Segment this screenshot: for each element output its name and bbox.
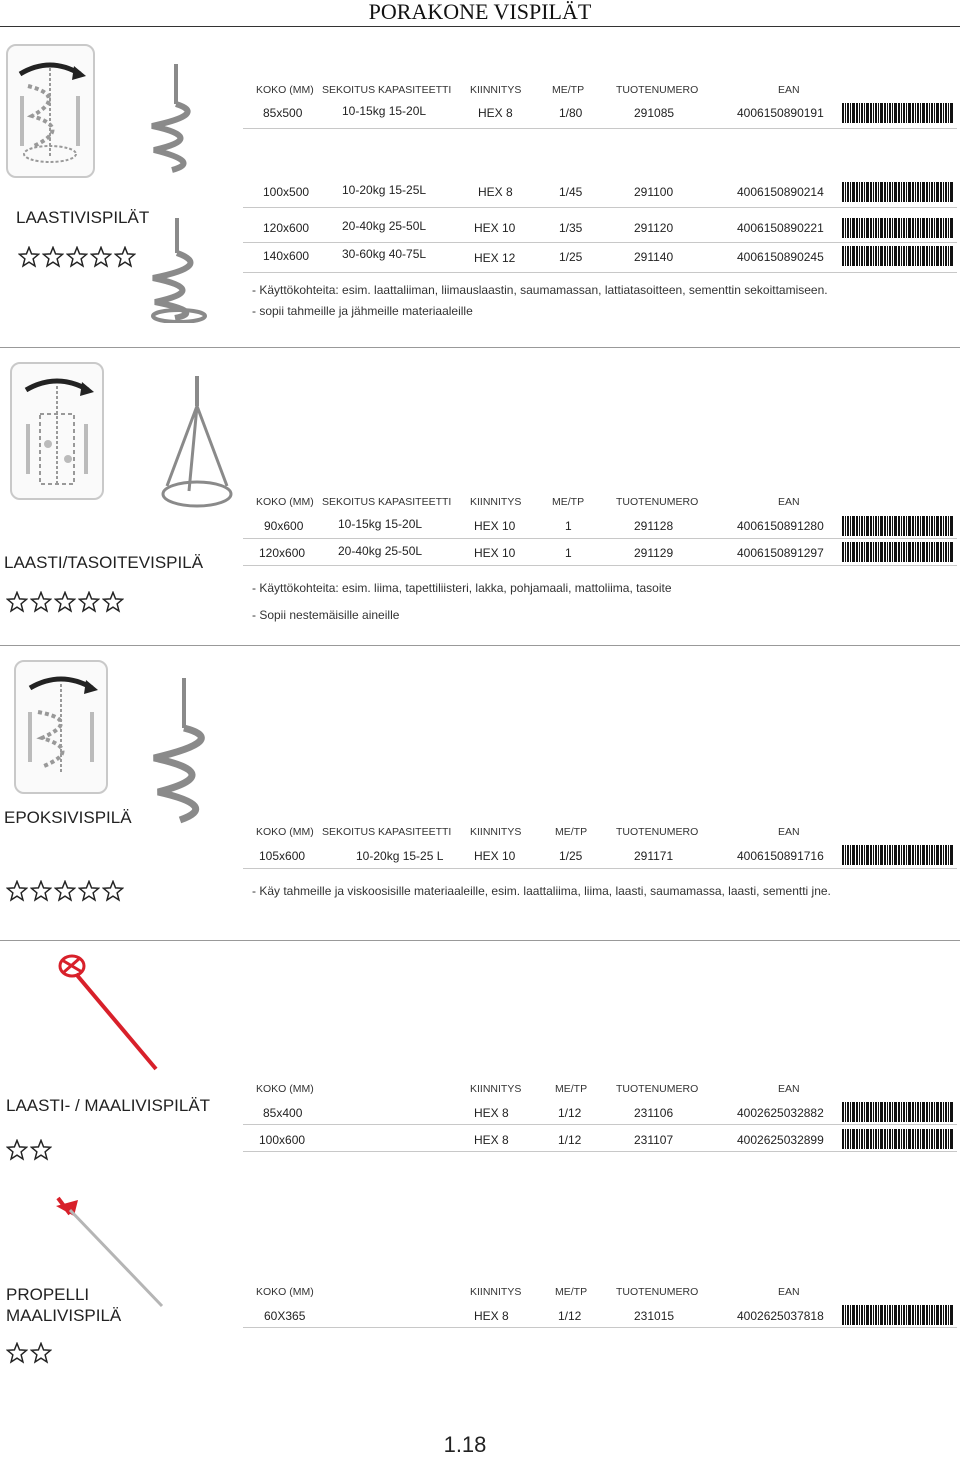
row-divider — [243, 1327, 957, 1328]
cell-tuotenumero: 231107 — [634, 1133, 674, 1147]
star-outline-icon — [78, 591, 100, 613]
col-header-koko: KOKO (MM) — [256, 84, 314, 96]
mixing-motion-icon — [6, 44, 95, 178]
star-outline-icon — [78, 880, 100, 902]
star-outline-icon — [6, 1139, 28, 1161]
barcode-icon — [842, 1102, 954, 1122]
row-divider — [243, 128, 957, 129]
star-outline-icon — [114, 246, 136, 268]
cell-me-tp: 1 — [565, 519, 572, 533]
col-header-me-tp: ME/TP — [552, 84, 585, 96]
cell-ean: 4006150890221 — [737, 221, 824, 235]
cell-koko: 85x500 — [263, 106, 303, 120]
cell-koko: 140x600 — [263, 249, 310, 263]
col-header-sekoitus: SEKOITUS KAPASITEETTI — [322, 84, 452, 96]
cell-tuotenumero: 291129 — [634, 546, 674, 560]
cell-koko: 120x600 — [259, 546, 306, 560]
col-header-koko: KOKO (MM) — [256, 826, 314, 838]
cell-me-tp: 1/35 — [559, 221, 583, 235]
cell-koko: 90x600 — [264, 519, 304, 533]
cell-ean: 4006150890191 — [737, 106, 824, 120]
col-header-koko: KOKO (MM) — [256, 1286, 314, 1298]
star-outline-icon — [30, 880, 52, 902]
cell-sekoitus: 30-60kg 40-75L — [342, 247, 427, 261]
col-header-tuotenumero: TUOTENUMERO — [616, 496, 699, 508]
star-outline-icon — [6, 1342, 28, 1364]
cell-tuotenumero: 291085 — [634, 106, 675, 120]
barcode-icon — [842, 182, 954, 202]
cell-tuotenumero: 291100 — [634, 185, 674, 199]
star-outline-icon — [42, 246, 64, 268]
barcode-icon — [842, 1305, 954, 1325]
star-outline-icon — [66, 246, 88, 268]
cell-koko: 100x500 — [263, 185, 310, 199]
cell-tuotenumero: 291120 — [634, 221, 674, 235]
usage-note: - Käy tahmeille ja viskoosisille materiaaleille, esim. laattaliima, liima, laasti, saumamassa, laasti, sementti jne. — [252, 884, 831, 898]
col-header-kiinnitys: KIINNITYS — [470, 84, 522, 96]
cell-koko: 120x600 — [263, 221, 310, 235]
row-divider — [243, 1124, 957, 1125]
cell-me-tp: 1 — [565, 546, 572, 560]
section-divider — [0, 940, 960, 941]
mixer-image-red-paint — [46, 944, 174, 1074]
cell-me-tp: 1/45 — [559, 185, 583, 199]
cell-ean: 4002625037818 — [737, 1309, 824, 1323]
cell-koko: 60X365 — [264, 1309, 306, 1323]
row-divider — [243, 272, 957, 273]
cell-kiinnitys: HEX 8 — [478, 185, 513, 199]
cell-ean: 4006150891716 — [737, 849, 824, 863]
col-header-koko: KOKO (MM) — [256, 1083, 314, 1095]
barcode-icon — [842, 246, 954, 266]
cell-sekoitus: 10-20kg 15-25L — [342, 183, 427, 197]
barcode-icon — [842, 845, 954, 865]
cell-me-tp: 1/25 — [559, 849, 583, 863]
section-title: LAASTI/TASOITEVISPILÄ — [4, 553, 204, 572]
cell-sekoitus: 10-15kg 15-20L — [342, 104, 427, 118]
star-outline-icon — [54, 591, 76, 613]
star-outline-icon — [30, 1342, 52, 1364]
cell-ean: 4002625032882 — [737, 1106, 824, 1120]
row-divider — [243, 242, 957, 243]
cell-me-tp: 1/12 — [558, 1133, 582, 1147]
cell-tuotenumero: 291140 — [634, 250, 674, 264]
section-divider — [0, 347, 960, 348]
cell-koko: 85x400 — [263, 1106, 303, 1120]
cell-koko: 105x600 — [259, 849, 306, 863]
rating-stars — [6, 1342, 52, 1364]
cell-tuotenumero: 291128 — [634, 519, 674, 533]
col-header-kiinnitys: KIINNITYS — [470, 1286, 522, 1298]
rating-stars — [6, 1139, 52, 1161]
col-header-sekoitus: SEKOITUS KAPASITEETTI — [322, 496, 452, 508]
col-header-kiinnitys: KIINNITYS — [470, 496, 522, 508]
col-header-me-tp: ME/TP — [555, 1083, 588, 1095]
rating-stars — [18, 246, 136, 268]
mixer-image-spiral-small — [142, 64, 212, 174]
rating-stars — [6, 880, 124, 902]
col-header-me-tp: ME/TP — [552, 496, 585, 508]
col-header-ean: EAN — [778, 496, 800, 508]
col-header-me-tp: ME/TP — [555, 826, 588, 838]
barcode-icon — [842, 542, 954, 562]
cell-me-tp: 1/80 — [559, 106, 583, 120]
barcode-icon — [842, 218, 954, 238]
section-title: LAASTIVISPILÄT — [16, 208, 150, 227]
barcode-icon — [842, 103, 954, 123]
cell-kiinnitys: HEX 8 — [478, 106, 513, 120]
star-outline-icon — [6, 591, 28, 613]
star-outline-icon — [18, 246, 40, 268]
star-outline-icon — [30, 591, 52, 613]
usage-note: - Sopii nestemäisille aineille — [252, 608, 400, 622]
cell-ean: 4006150890245 — [737, 250, 824, 264]
section-divider — [0, 645, 960, 646]
cell-sekoitus: 20-40kg 25-50L — [342, 219, 427, 233]
mixer-image-spiral-large — [145, 218, 215, 323]
mixer-image-spiral-epoxy — [140, 678, 236, 828]
cell-kiinnitys: HEX 8 — [474, 1309, 509, 1323]
mixer-image-cage — [137, 376, 249, 526]
row-divider — [243, 565, 957, 566]
col-header-kiinnitys: KIINNITYS — [470, 1083, 522, 1095]
cell-ean: 4006150890214 — [737, 185, 824, 199]
page-number: 1.18 — [443, 1432, 487, 1457]
cell-kiinnitys: HEX 10 — [474, 221, 516, 235]
cell-kiinnitys: HEX 8 — [474, 1133, 509, 1147]
cell-tuotenumero: 231015 — [634, 1309, 675, 1323]
page-title: PORAKONE VISPILÄT — [368, 0, 592, 24]
cell-ean: 4002625032899 — [737, 1133, 824, 1147]
star-outline-icon — [102, 591, 124, 613]
title-rule — [0, 26, 960, 27]
col-header-ean: EAN — [778, 84, 800, 96]
star-outline-icon — [6, 880, 28, 902]
cell-ean: 4006150891297 — [737, 546, 824, 560]
cell-tuotenumero: 231106 — [634, 1106, 674, 1120]
cell-kiinnitys: HEX 10 — [474, 849, 516, 863]
cell-kiinnitys: HEX 8 — [474, 1106, 509, 1120]
row-divider — [243, 868, 957, 869]
cell-koko: 100x600 — [259, 1133, 306, 1147]
mixing-motion-icon — [10, 362, 104, 500]
cell-me-tp: 1/12 — [558, 1309, 582, 1323]
cell-ean: 4006150891280 — [737, 519, 824, 533]
section-title-line2: MAALIVISPILÄ — [6, 1306, 122, 1325]
col-header-ean: EAN — [778, 826, 800, 838]
section-title-line1: PROPELLI — [6, 1285, 90, 1304]
cell-sekoitus: 10-20kg 15-25 L — [356, 849, 444, 863]
star-outline-icon — [90, 246, 112, 268]
cell-tuotenumero: 291171 — [634, 849, 674, 863]
mixing-motion-icon — [14, 660, 108, 794]
col-header-kiinnitys: KIINNITYS — [470, 826, 522, 838]
col-header-sekoitus: SEKOITUS KAPASITEETTI — [322, 826, 452, 838]
section-title: EPOKSIVISPILÄ — [4, 808, 132, 827]
cell-kiinnitys: HEX 10 — [474, 519, 516, 533]
col-header-tuotenumero: TUOTENUMERO — [616, 84, 699, 96]
cell-me-tp: 1/25 — [559, 250, 583, 264]
col-header-tuotenumero: TUOTENUMERO — [616, 1286, 699, 1298]
cell-sekoitus: 10-15kg 15-20L — [338, 517, 423, 531]
col-header-ean: EAN — [778, 1286, 800, 1298]
col-header-tuotenumero: TUOTENUMERO — [616, 826, 699, 838]
star-outline-icon — [54, 880, 76, 902]
col-header-koko: KOKO (MM) — [256, 496, 314, 508]
barcode-icon — [842, 1129, 954, 1149]
col-header-me-tp: ME/TP — [555, 1286, 588, 1298]
cell-me-tp: 1/12 — [558, 1106, 582, 1120]
usage-note: - Käyttökohteita: esim. laattaliiman, liimauslaastin, saumamassan, lattiatasoitteen, sementtin sekoittamiseen. — [252, 283, 828, 297]
barcode-icon — [842, 516, 954, 536]
star-outline-icon — [102, 880, 124, 902]
cell-kiinnitys: HEX 12 — [474, 251, 516, 265]
usage-note: - Käyttökohteita: esim. liima, tapettiliisteri, lakka, pohjamaali, mattoliima, tasoite — [252, 581, 672, 595]
usage-note: - sopii tahmeille ja jähmeille materiaaleille — [252, 304, 473, 318]
col-header-ean: EAN — [778, 1083, 800, 1095]
row-divider — [243, 207, 957, 208]
cell-sekoitus: 20-40kg 25-50L — [338, 544, 423, 558]
star-outline-icon — [30, 1139, 52, 1161]
row-divider — [243, 538, 957, 539]
row-divider — [243, 1151, 957, 1152]
section-title: LAASTI- / MAALIVISPILÄT — [6, 1096, 211, 1115]
cell-kiinnitys: HEX 10 — [474, 546, 516, 560]
col-header-tuotenumero: TUOTENUMERO — [616, 1083, 699, 1095]
rating-stars — [6, 591, 124, 613]
